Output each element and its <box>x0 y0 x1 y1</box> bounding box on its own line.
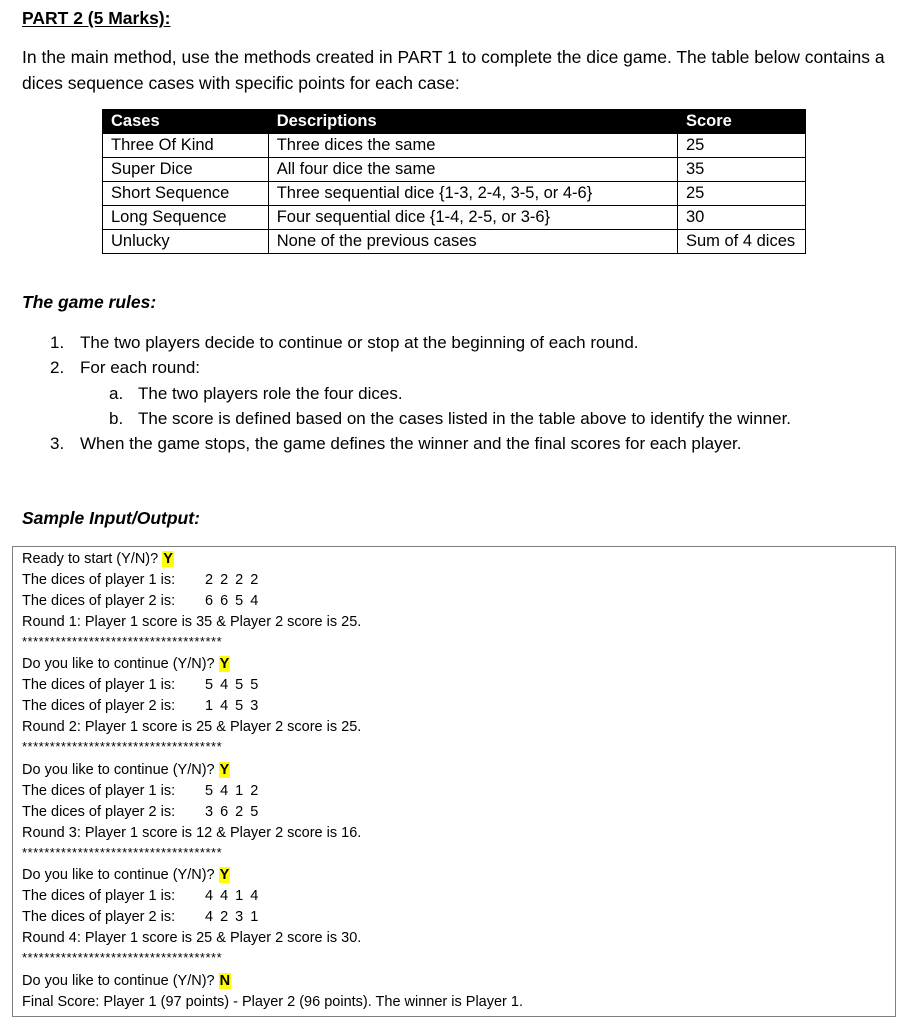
player1-dice: 5 4 5 5 <box>205 677 260 693</box>
column-header-descriptions: Descriptions <box>268 110 677 134</box>
player1-dice: 4 4 1 4 <box>205 888 260 904</box>
console-line <box>22 696 422 717</box>
player2-label: The dices of player 2 is: <box>22 698 176 714</box>
player1-label: The dices of player 1 is: <box>22 572 176 588</box>
console-line <box>22 802 422 823</box>
player2-dice: 3 6 2 5 <box>205 804 260 820</box>
start-prompt: Ready to start (Y/N)? <box>22 551 159 567</box>
table-row <box>103 206 806 230</box>
player1-label: The dices of player 1 is: <box>22 677 176 693</box>
continue-prompt: Do you like to continue (Y/N)? <box>22 656 215 672</box>
rule-letter: a. <box>109 384 124 403</box>
score-cell: Sum of 4 dices <box>678 230 806 254</box>
final-score-line: Final Score: Player 1 (97 points) - Player 2 (96 points). The winner is Player 1. <box>22 994 524 1010</box>
player1-dice: 5 4 1 2 <box>205 783 260 799</box>
separator-line: ************************************ <box>22 950 223 965</box>
cases-table <box>102 109 806 254</box>
continue-prompt: Do you like to continue (Y/N)? <box>22 867 215 883</box>
case-cell: Long Sequence <box>103 206 269 230</box>
table-header-row <box>103 110 806 134</box>
user-answer: Y <box>219 656 230 672</box>
player1-dice: 2 2 2 2 <box>205 572 260 588</box>
table-row <box>103 134 806 158</box>
rule-text: The two players role the four dices. <box>138 384 403 403</box>
description-cell: Three dices the same <box>268 134 677 158</box>
player1-label: The dices of player 1 is: <box>22 783 176 799</box>
round-result: Round 4: Player 1 score is 25 & Player 2 score is 30. <box>22 930 362 946</box>
table-row <box>103 230 806 254</box>
case-cell: Unlucky <box>103 230 269 254</box>
sample-heading: Sample Input/Output: <box>22 508 200 528</box>
user-answer: Y <box>219 867 230 883</box>
user-answer: N <box>219 973 231 989</box>
separator-line: ************************************ <box>22 845 223 860</box>
console-line <box>22 865 230 886</box>
player2-label: The dices of player 2 is: <box>22 593 176 609</box>
column-header-cases: Cases <box>103 110 269 134</box>
console-line <box>22 570 422 591</box>
console-line <box>22 971 231 992</box>
player1-label: The dices of player 1 is: <box>22 888 176 904</box>
rule-number: 2. <box>50 358 65 377</box>
case-cell: Three Of Kind <box>103 134 269 158</box>
rule-letter: b. <box>109 409 124 428</box>
round-result: Round 2: Player 1 score is 25 & Player 2 score is 25. <box>22 719 362 735</box>
table-row <box>103 182 806 206</box>
rule-subitem <box>109 382 403 406</box>
score-cell: 35 <box>678 158 806 182</box>
rule-text: The two players decide to continue or stop at the beginning of each round. <box>80 333 639 352</box>
user-answer: Y <box>219 762 230 778</box>
score-cell: 30 <box>678 206 806 230</box>
sample-console-box <box>12 546 896 1017</box>
case-cell: Super Dice <box>103 158 269 182</box>
rule-number: 3. <box>50 434 65 453</box>
player2-label: The dices of player 2 is: <box>22 909 176 925</box>
intro-paragraph: In the main method, use the methods created in PART 1 to complete the dice game. The table below contains a dices sequence cases with specific points for each case: <box>22 47 885 93</box>
rule-text: When the game stops, the game defines the winner and the final scores for each player. <box>80 434 742 453</box>
score-cell: 25 <box>678 182 806 206</box>
page-title: PART 2 (5 Marks): <box>22 8 171 28</box>
score-cell: 25 <box>678 134 806 158</box>
case-cell: Short Sequence <box>103 182 269 206</box>
separator-line: ************************************ <box>22 739 223 754</box>
rule-item <box>50 331 639 355</box>
player2-dice: 6 6 5 4 <box>205 593 260 609</box>
description-cell: None of the previous cases <box>268 230 677 254</box>
player2-dice: 4 2 3 1 <box>205 909 260 925</box>
user-answer: Y <box>163 551 173 567</box>
rule-text: The score is defined based on the cases listed in the table above to identify the winner. <box>138 409 792 428</box>
rule-item <box>50 432 742 456</box>
description-cell: Three sequential dice {1-3, 2-4, 3-5, or 4-6} <box>268 182 677 206</box>
console-line <box>22 591 422 612</box>
console-line <box>22 549 174 570</box>
console-line <box>22 886 422 907</box>
description-cell: Four sequential dice {1-4, 2-5, or 3-6} <box>268 206 677 230</box>
player2-label: The dices of player 2 is: <box>22 804 176 820</box>
rule-text: For each round: <box>80 358 201 377</box>
console-line <box>22 760 230 781</box>
player2-dice: 1 4 5 3 <box>205 698 260 714</box>
separator-line: ************************************ <box>22 634 223 649</box>
console-line <box>22 781 422 802</box>
console-line <box>22 654 230 675</box>
rules-heading: The game rules: <box>22 292 157 312</box>
column-header-score: Score <box>678 110 806 134</box>
rule-subitem <box>109 407 791 431</box>
continue-prompt: Do you like to continue (Y/N)? <box>22 762 215 778</box>
round-result: Round 1: Player 1 score is 35 & Player 2 score is 25. <box>22 614 362 630</box>
table-row <box>103 158 806 182</box>
description-cell: All four dice the same <box>268 158 677 182</box>
console-line <box>22 907 422 928</box>
round-result: Round 3: Player 1 score is 12 & Player 2 score is 16. <box>22 825 362 841</box>
rule-number: 1. <box>50 333 65 352</box>
rule-item <box>50 356 200 380</box>
console-line <box>22 675 422 696</box>
continue-prompt: Do you like to continue (Y/N)? <box>22 973 215 989</box>
